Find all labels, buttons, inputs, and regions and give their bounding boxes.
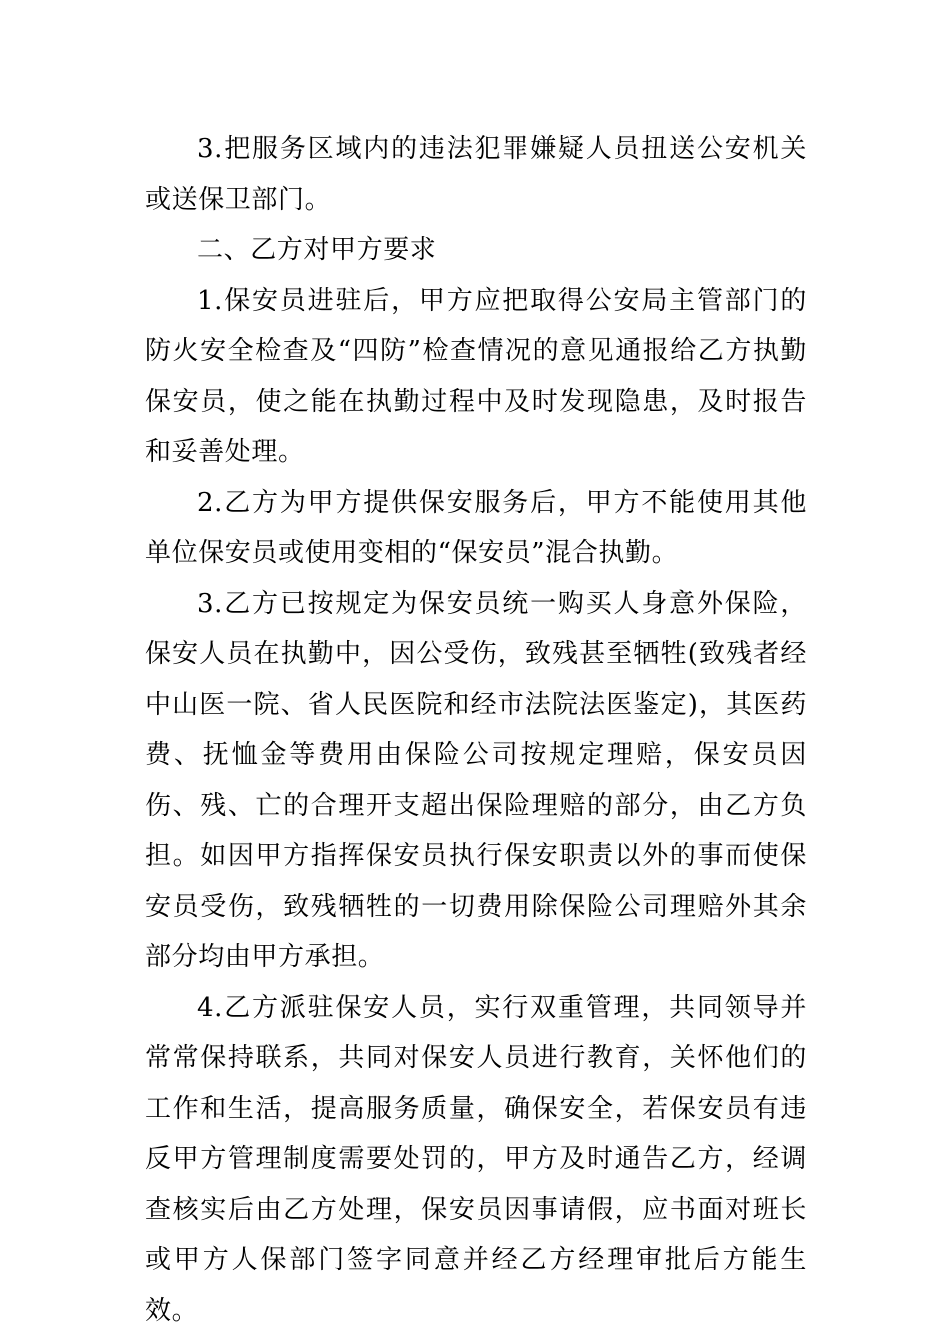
paragraph-item-3-insurance: 3.乙方已按规定为保安员统一购买人身意外保险，保安人员在执勤中，因公受伤，致残甚至牺牲(致残者经中山医一院、省人民医院和经市法院法医鉴定)，其医药费、抚恤金等费用由保险公司按规定理赔，保安员因伤、残、亡的合理开支超出保险理赔的部分，由乙方负担。如因甲方指挥保安员执行保安职责以外的事而使保安员受伤，致残牺牲的一切费用除保险公司理赔外其余部分均由甲方承担。 [145, 588, 807, 972]
paragraph-item-2-no-other-guards: 2.乙方为甲方提供保安服务后，甲方不能使用其他单位保安员或使用变相的“保安员”混合执勤。 [145, 487, 807, 568]
paragraph-item-4-dual-management: 4.乙方派驻保安人员，实行双重管理，共同领导并常常保持联系，共同对保安人员进行教育，关怀他们的工作和生活，提高服务质量，确保安全，若保安员有违反甲方管理制度需要处罚的，甲方及时通告乙方，经调查核实后由乙方处理，保安员因事请假，应书面对班长或甲方人保部门签字同意并经乙方经理审批后方能生效。 [145, 992, 807, 1326]
section-heading-requirements: 二、乙方对甲方要求 [197, 235, 437, 265]
paragraph-item-3-escort: 3.把服务区域内的违法犯罪嫌疑人员扭送公安机关或送保卫部门。 [145, 134, 807, 215]
document-body [145, 124, 807, 1336]
paragraph-item-1-fire-safety: 1.保安员进驻后，甲方应把取得公安局主管部门的防火安全检查及“四防”检查情况的意见通报给乙方执勤保安员，使之能在执勤过程中及时发现隐患，及时报告和妥善处理。 [145, 285, 807, 467]
